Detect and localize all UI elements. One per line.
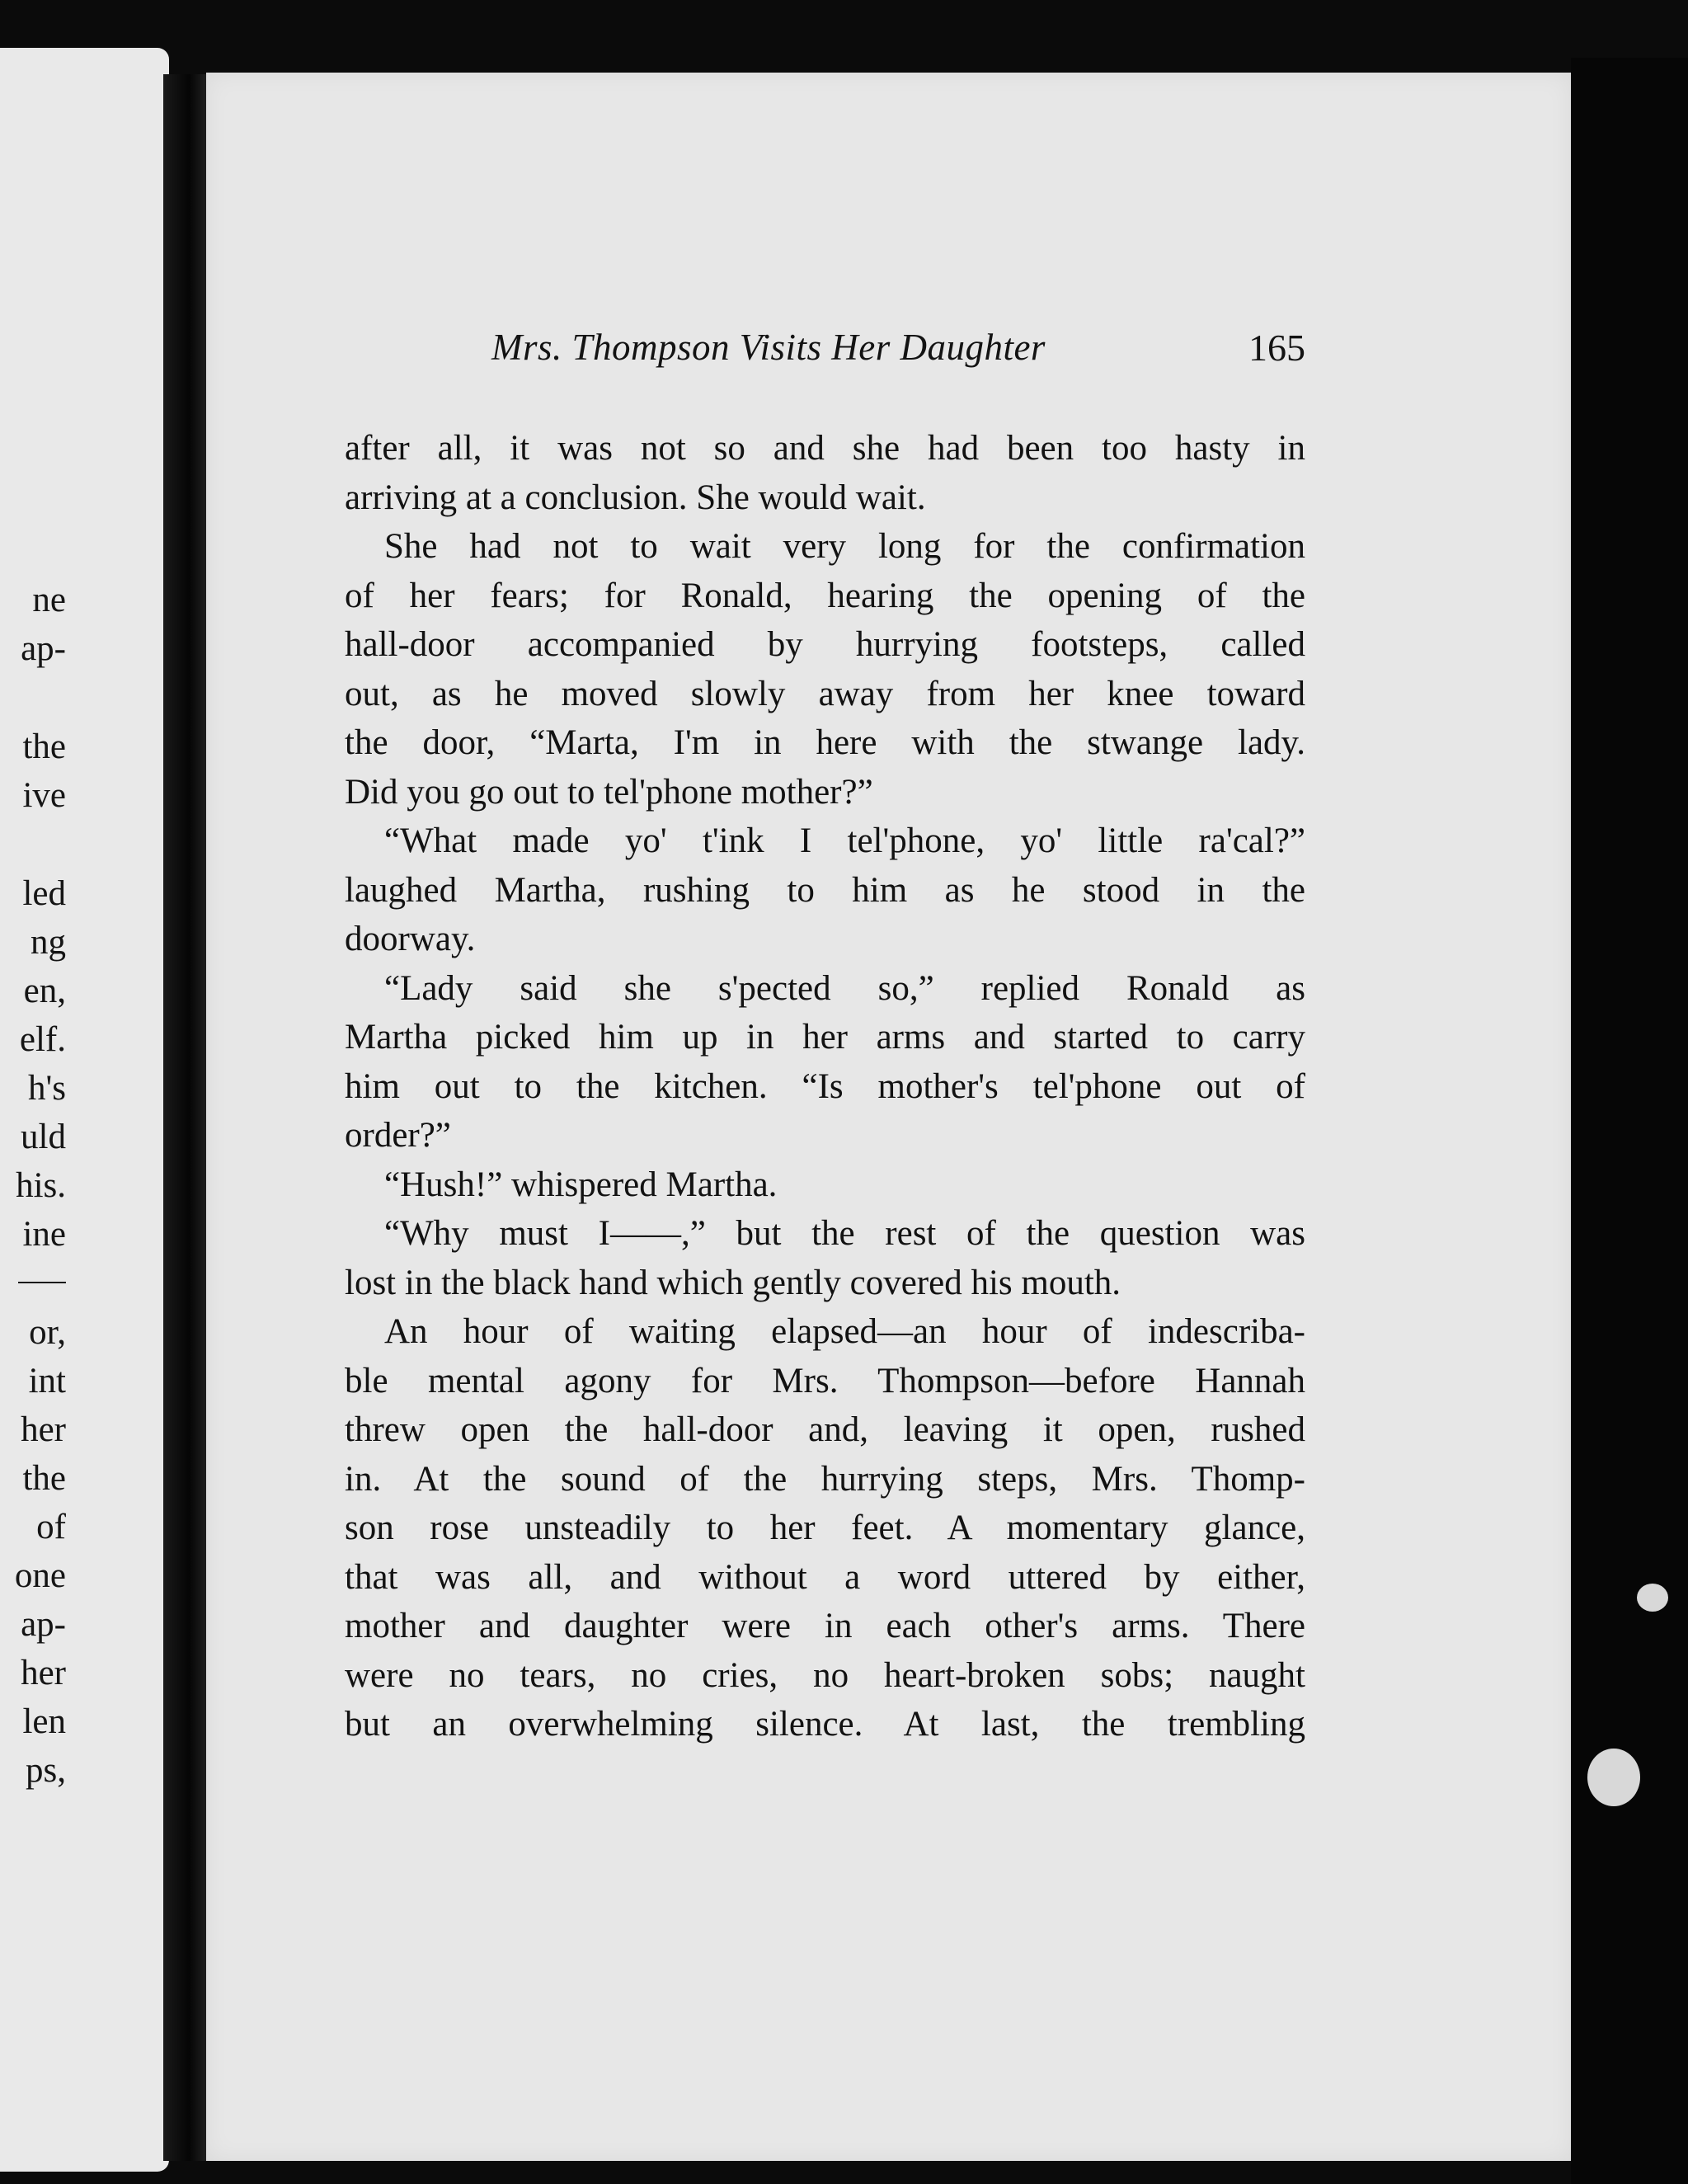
left-fragment: ne: [32, 581, 66, 619]
text-line: out, as he moved slowly away from her knee toward: [345, 674, 1305, 713]
text-line: were no tears, no cries, no heart-broken sobs; naught: [345, 1655, 1305, 1695]
text-line: laughed Martha, rushing to him as he stood in the: [345, 870, 1305, 910]
scan-speck: [1637, 1584, 1668, 1612]
text-line: Martha picked him up in her arms and started to carry: [345, 1018, 1305, 1057]
left-fragment: ive: [22, 776, 66, 815]
paragraph-first-line: “Hush!” whispered Martha.: [384, 1165, 778, 1204]
text-line: lost in the black hand which gently covered his mouth.: [345, 1263, 1121, 1302]
left-fragment-gap: [0, 673, 66, 723]
paragraph-first-line: An hour of waiting elapsed—an hour of indescriba-: [384, 1312, 1305, 1351]
left-fragment: ps,: [26, 1751, 66, 1790]
left-fragment: one: [14, 1556, 66, 1595]
running-head-title: Mrs. Thompson Visits Her Daughter: [491, 327, 1046, 368]
text-line: mother and daughter were in each other's arms. There: [345, 1607, 1305, 1645]
left-fragment: int: [28, 1362, 66, 1400]
left-fragment: ap-: [21, 1605, 66, 1644]
text-line: in. At the sound of the hurrying steps, Mrs. Thomp-: [345, 1459, 1305, 1499]
left-fragment: en,: [23, 972, 66, 1010]
left-page: [0, 48, 169, 2172]
text-line: hall-door accompanied by hurrying footsteps, called: [345, 625, 1305, 664]
left-fragment: his.: [16, 1166, 66, 1205]
left-fragment: elf.: [19, 1020, 66, 1059]
text-line: that was all, and without a word uttered by either,: [345, 1557, 1305, 1597]
left-page-text-fragments: [0, 576, 66, 1795]
paragraph-first-line: “What made yo' t'ink I tel'phone, yo' little ra'cal?”: [384, 821, 1305, 860]
left-fragment: ine: [22, 1215, 66, 1254]
text-line: of her fears; for Ronald, hearing the opening of the: [345, 576, 1305, 615]
left-fragment: led: [22, 874, 66, 913]
left-fragment: of: [36, 1508, 66, 1546]
scan-speck: [1587, 1749, 1640, 1806]
left-fragment: uld: [21, 1118, 66, 1156]
left-fragment: the: [22, 727, 66, 766]
text-line: son rose unsteadily to her feet. A momentary glance,: [345, 1509, 1305, 1547]
left-fragment: ap-: [21, 629, 66, 668]
left-fragment-rule: [18, 1282, 66, 1283]
text-line: order?”: [345, 1116, 451, 1155]
text-line: after all, it was not so and she had been too hasty in: [345, 429, 1305, 468]
text-line: but an overwhelming silence. At last, the trembling: [345, 1705, 1305, 1744]
left-fragment: ng: [31, 923, 66, 962]
book-gutter: [163, 74, 206, 2161]
left-fragment: len: [22, 1702, 66, 1741]
page-number: 165: [1248, 327, 1305, 369]
paragraph-first-line: “Lady said she s'pected so,” replied Ronald as: [384, 968, 1305, 1008]
left-fragment: her: [21, 1654, 66, 1692]
paragraph-first-line: She had not to wait very long for the confirmation: [384, 527, 1305, 566]
text-line: arriving at a conclusion. She would wait.: [345, 478, 926, 517]
paragraph-first-line: “Why must I——,” but the rest of the question was: [384, 1214, 1305, 1253]
body-text: [345, 424, 1305, 1749]
text-line: the door, “Marta, I'm in here with the stwange lady.: [345, 723, 1305, 762]
scan-border: [1571, 58, 1688, 2184]
running-head: [345, 326, 1305, 375]
text-line: doorway.: [345, 920, 476, 958]
text-line: threw open the hall-door and, leaving it open, rushed: [345, 1410, 1305, 1449]
left-fragment-gap: [0, 820, 66, 869]
text-line: ble mental agony for Mrs. Thompson—before Hannah: [345, 1361, 1305, 1400]
left-fragment: or,: [29, 1313, 66, 1352]
left-fragment: her: [21, 1410, 66, 1449]
left-fragment: h's: [28, 1069, 66, 1108]
text-line: him out to the kitchen. “Is mother's tel'phone out of: [345, 1066, 1305, 1106]
text-line: Did you go out to tel'phone mother?”: [345, 772, 873, 812]
left-fragment: the: [22, 1459, 66, 1498]
